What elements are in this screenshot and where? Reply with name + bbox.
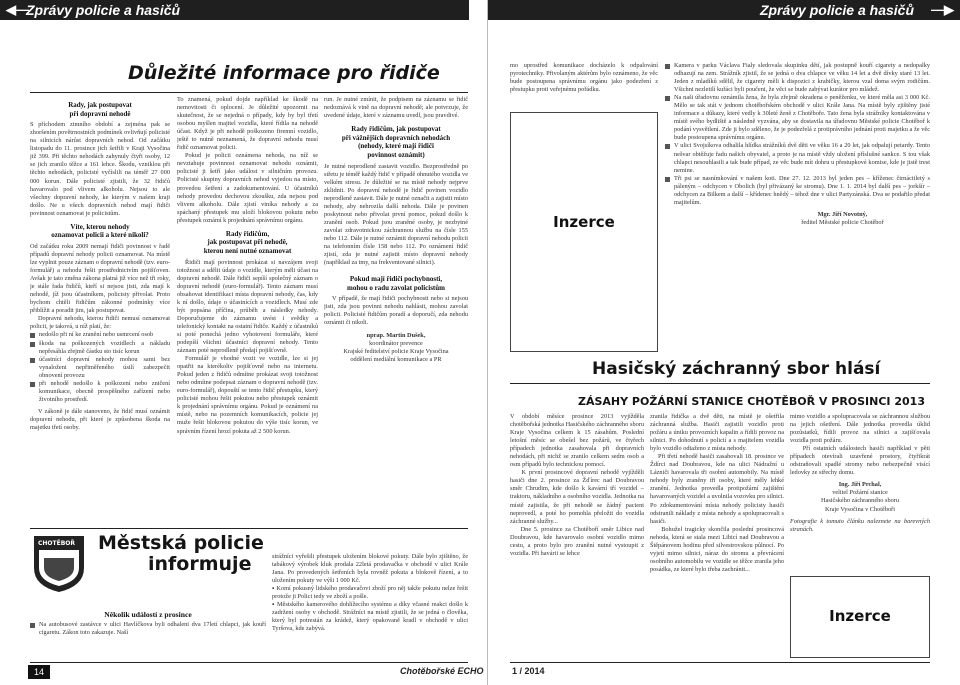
mp-title-line-2: informuje [148,553,252,575]
right-banner [487,0,960,20]
page-headline: Důležité informace pro řidiče [128,62,440,84]
mp-list [30,621,266,637]
list-item: nedošlo při ní ke zranění nebo usmrcení osob [30,331,170,339]
issue-number: 1 / 2014 [512,666,545,676]
left-banner-title: Zprávy policie a hasičů [26,2,181,18]
article-column-1 [30,96,170,524]
hasici-subtitle: ZÁSAHY POŽÁRNÍ STANICE CHOTĚBOŘ V PROSINCI 2013 [578,395,925,408]
paragraph: Dopravní nehodu, kterou řidiči nemusí oznamovat policii, je taková, u níž platí, že: [30,315,170,331]
bullet-list [665,62,930,207]
paper-name: Chotěbořské ECHO [400,666,484,676]
paragraph: Od začátku roku 2009 nemají řidiči povinnost v řadě případů dopravní nehody policii oznamovat. Na místě lze vyplnit pouze záznam o dopravní nehodě (tzv. euro-formulář) a nehodu řešit prostřednictvím pojišťoven. Avšak je tato změna zákona platná již více než tři roky, je stále řada řidičů, kteří si nejsou jisti, zda mají k nehodě, jíž jsou účastníkem, policisty přivolat. Proto bychom chtěli řidičům zákonné podmínky více přiblížit a poradit jim, jak postupovat. [30,242,170,315]
list-item: Na autobusové zastávce v ulici Havlíčkova byli odhaleni dva 17letí chlapci, jak kouří cigaretu. Zákon toto zakazuje. Naší [30,621,266,637]
right-banner-title: Zprávy policie a hasičů [759,2,914,18]
ad-label: Inzerce [829,607,891,625]
article-column-3 [324,96,468,524]
ad-placeholder [510,112,658,352]
logo-text: CHOTĚBOŘ [38,540,76,547]
right-column-2 [665,62,930,354]
paragraph: Je nutné neprodleně zastavit vozidlo. Bezprostředně po střetu je téměř každý řidič v případě ohnutého vozidla ve velkém stresu. Je důležité se na místě nehody nejprve zklidnit. Po dopravní nehodě je řidič povinen vozidlo neprodleně zastavit. Dále je nutné označit a zajistit místo nehody, aby nehrozila další nehoda. Dále je povinen poskytnout nebo přivolat první pomoc, pokud došlo k zranění osob. Pokud jsou zraněné osoby, je nezbytné zavolat zdravotnickou záchrannou službu na čísle 155 nebo 112. Dále je nutné oznámit dopravní nehodu policii na telefonním čísle 158 nebo 112. Po oznámení řidič zjistí, zda je nutné zajistit místo dopravní nehody (například za tmy, na frekventované silnici). [324,162,468,267]
ad-placeholder-2 [790,576,930,658]
section-heading: Víte, kterou nehody oznamovat policii a které nikoli? [51,222,149,240]
paragraph: Formulář je vhodné vozit ve vozidle, lze si jej opatřit na kterékoliv pojišťovně nebo na internetu. Pokud jeden z řidičů odmítne prokázat svoji totožnost nebo odmítne podepsat záznam o dopravní nehodě (tzv. euro-formulář), dopouští se tento řidič přestupku, který policisté mohou řešit pokutou nebo přestupek oznámit k projednání správnímu orgánu. Pokud je oznámení na místě, nebo na pozemních komunikacích, policie jej muže řešit blokovou pokutou do výše tisíc korun, ve správním řízení hrozí pokuta až 2 500 korun. [177,355,318,435]
paragraph: To znamená, pokud dojde například ke škodě na nemovitosti či oplocení. Je důležité upozornit na skutečnost, že se nejedná o případy, kdy by byl třetí osobou myšlen majitel vozidla, které řídila na nehodě účast. Když je při nehodě poškozeno firemní vozidlo, ještě to nutně neznamená, že dopravní nehodu musí řidič oznamovat policii. [177,96,318,152]
list-item: Tři psi se nasnímkování v našem koti. Dne 27. 12. 2013 byl jeden pes – kříženec čtrnáctiletý s páleným – odchycen v Obolich (byl přivázaný ke stromu). Dne 1. 1. 2014 byl další pes – jorkšír – odchycen za Bilkem a další – křídenec hnědý – téhož dne v ulici Partyzánská. Dva se podařilo předat majitelům. [665,175,930,207]
section-rule [30,528,468,529]
arrow-right-icon: —▶ [931,2,954,17]
list-item: při nehodě nedošlo k poškození nebo zničení komunikace, obecně prospěšného zařízení nebo životního prostředí. [30,380,170,404]
paragraph: Řidiči mají povinnost prokázat si navzájem svoji totožnost a sdělit údaje o vozidle, kterým měli účast na dopravní nehodě. Dále řidiči sepíší společný záznam o dopravní nehodě (euro-formulář). Tento záznam musí obsahovat identifikaci místa dopravní nehody, čas, kdy k ní došlo, údaje o účastnících a vozidlech. Musí zde být popsána příčina, průběh a následky nehody. Doporučujeme do záznamu uvést i svědky a telefonický kontakt na ostatní řidiče. Každý z účastníků si poté ponechá jedno vyhotovení formuláře, které podepíší všichni účastníci dopravní nehody. Tento záznam poté neprodleně předají pojišťovně. [177,258,318,355]
photo-note: Fotografie k tomuto článku naleznete na barevných stranách. [790,517,930,533]
hasici-column-3 [790,413,930,573]
paragraph: S příchodem zimního období a zejména pak se zhoršením povětrnostních podmínek ovlivňují policisté na silnicích nárůst dopravních nehod. Od začátku listopadu do 11. prosince jich šetřili v Kraji Vysočina již 399. Při těchto nehodách zahynuly čtyři osoby, 12 se jich zranilo těžce a 161 lehce. Škodu, vzniklou při těchto nehodách, policisté vyčíslili na téměř 27 000 000 korun. Dále policisté zjistili, že 32 řidičů havarovalo pod vlivem alkoholu. Nejsou to ale všechny dopravní nehody, ke kterým v našem kraji došlo. Ne u všech dopravních nehod mají řidiči povinnost oznamovat je policistům. [30,121,170,217]
hasici-title: Hasičský záchranný sbor hlásí [592,359,881,379]
paragraph: V zákoně je dále stanoveno, že řidič musí oznámit dopravní nehodu, při které je způsobena škoda na majetku třetí osoby. [30,407,170,431]
section-heading: Pokud mají řidiči pochybnosti, mohou o radu zavolat policistům [346,275,445,292]
arrow-left-icon: ◀— [6,2,29,17]
page-number: 14 [28,665,50,679]
right-column-1: mo uprostřed komunikace docházelo k odpalování pyrotechniky. Přivolaným aktérům bylo oznámeno, že věc bude postoupena správnímu orgánu jako podezření z přestupku proti veřejnému pořádku. [510,62,658,94]
section-heading: Rady řidičům, jak postupovat při vážnějších dopravních nehodách (nehody, které mají řidiči povinnost oznámit) [341,125,451,159]
author-role: ředitel Městské policie Chotěboř [801,218,884,226]
author-name: Mgr. Jiří Novotný, [817,210,868,218]
bullet-list [30,331,170,403]
list-item: Kamera v parku Václava Fialy sledovala skupinku dětí, jak postupně kouří cigarety a nedopalky odhazují na zem. Strážník zjistil, že se jedná o dva chlapce ve věku 14 let a dvě dívky staré 13 let. Jeden z mladíků sdělil, že cigarety měli k dispozici z krabičky, kterou vzal doma svým rodičům. Všichni nezletilí kuřáci byli poučeni, že věci se bude zabývat kurátor pro mládež. [665,62,930,94]
list-item: účastníci dopravní nehody mohou sami bez vynaloženi nepřiměřeného úsilí zabezpečit obnovení provozu [30,356,170,380]
hasici-column-1: V období měsíce prosince 2013 vyjížděla chotěbořská jednotka Hasičského záchranného sboru Kraje Vysočina celkem k 15 zásahům. Poslední letošní měsíc se obešel bez požárů, ve čtyřech případech jednotka zasahovala při dopravních nehodách, při nichž se zranilo celkem sedm osob a osm případů bylo technickou pomocí. K první prosincové dopravní nehodě vyjížděli hasiči dne 2. prosince za Žďírec nad Doubravou směr Chrudim, kde došlo k kavární tří vozidel – traktoru, nákladního a osobního vozidla. Jednotka na místě zajistila, že při nehodě se žádný pacient neprovedl, a poté ho pomohla přeložit do vozidla záchranné služby... Dne 5. prosince za Chotěboří směr Libice nad Doubravou, kde havarovalo osobní vozidlo mimo cestu, a proto bylo pro zranění nutné vystoupit z vozidla. Při havárii se lehce [510,413,644,557]
paragraph: mimo vozidlo a spolupracovala se záchrannou službou na jejich ošetření. Dále jednotka provedla úklid pozůstatků, řídili provoz na silnici a zajišťovala vozidla proti požáru. Pří ostatních událostech hasiči například v pěti případech otevírali uzavřené prostory, čtyřikrát odstraňovali spadlé stromy nebo nebezpečně visící ledovky ze střechy domu. [790,413,930,477]
mp-title-line-1: Městská policie [98,532,264,554]
gutter [487,0,488,685]
mp-subheading: Několik událostí z prosince [104,611,192,619]
mp-column-1 [30,611,266,661]
author-role: koordinátor prevence Krajské ředitelství policie Kraje Vysočina oddělení mediální komunikace a PR [343,339,449,363]
author-name: nprap. Martin Dušek, [366,331,426,339]
ad-label: Inzerce [553,213,615,231]
headline-rule [30,92,468,93]
section-heading: Rady, jak postupovat při dopravní nehodě [68,101,132,118]
author-role: velitel Požární stanice Hasičského záchranného sboru Kraje Vysočina v Chotěboři [821,489,899,513]
paragraph: V případě, že mají řidiči pochybnosti nebo si nejsou jisti, zda jsou povinni nehodu nahlásit, mohou zavolat policii. Policisté řidičům poradí a doporučí, zda nehodu oznámit či nikoli. [324,295,468,327]
police-badge-logo [30,532,88,594]
list-item: V ulici Svojsíkova odhalila hlídka strážníků dvě děti ve věku 16 a 20 let, jak odpalují petardy. Tento nešvar obtěžuje řadu našich obyvatel, a proto je na místě vždy uložení příslušné sankce. S tou však chlapci nesouhlasili a tak bude případ, ze věc bude mít dohru u přestupkové komise, kde je jistě trest nemine. [665,142,930,174]
left-banner [0,0,469,20]
mp-title [98,533,264,575]
paragraph: Pokud je policii oznámena nehoda, na níž se nevztahuje povinnost oznamovat nehodu oznámit, policisté ji šetří jako událost v silničním provozu. Policisté skupiny dopravních nehod vyjedou na místo, provedou šetření a zadokumentování. U účastníků nehody provedou dechovou zkoušku, zda nejsou pod vlivem alkoholu. Dále zjistí viníka nehody a za spáchaný přestupek mu uloží blokovou pokutu nebo přestupek oznámí k projednání správnímu orgánu. [177,152,318,224]
hasici-rule [510,383,930,384]
list-item: škoda na poškozených vozidlech a nákladu nepřesáhla zřejmě částku sto tisíc korun [30,340,170,356]
paragraph: run. Je nutné zmínit, že podpisem na záznamu se řidič nedoznává k vině na dopravní nehodě; ale potvrzuje, že uvedené údaje, které v záznamu uvedl, jsou pravdivé. [324,96,468,120]
footer-rule [30,662,468,663]
footer-rule-right [510,662,930,663]
list-item: Na naši úřadovnu oznámila žena, že byla zřejmě okradena o peněženku, ve které měla asi 3 000 Kč. Mělo se tak stát v jednom chotěbořském obchodě v ulici Krále Jana. Na místě byly zjištěny jisté informace a důkazy, které vedly k 30leté ženě z Chotěboře. Tato žena byla strážníky kontaktována v místě svého bydliště a následně vyzvána, aby se dostavila na úřadovnu Městské policie Chotěboř k podání vysvětlení. Zde ji bylo sděleno, že je podezřelá z protiprávního jednání proti majetku a že věc bude postoupena správnímu orgánu. [665,94,930,142]
mp-column-2: strážníci vyřešili přestupek uložením blokové pokuty. Dále bylo zjištěno, že tabákový výrobek kluk prodala 22letá prodavačka v obchodě v ulici Krále Jana. Po provedených šetřeních byla rovněž pokuta a blokově řízení, a to uložením pokuty ve výši 1 000 Kč. ▪ Komí pokusný lidského prodavačovi zboží pro něj takže pokutu nelze řešit protože ji Polici tedy ve zboží a pošle. ▪ Městského kamerového dohlížecího systému a díky včasné reakci došlo k zadržení osoby v obchodě. Strážníci na místě zjistili, že se jedná o člověka, který byl potrestán za krádež, který opakovaně kradl v obchodě v ulici Tyršova, kde zabývá. [272,553,468,633]
section-heading: Rady řidičům, jak postupovat při nehodě, kterou není nutné oznamovat [203,229,292,255]
article-column-2 [177,96,318,524]
author-name: Ing. Jiří Prchal, [838,481,882,489]
hasici-column-2: zranila řidička a dvě děti, na místě je ošetřila záchranná služba. Hasiči zajistili vozidlo proti požáru a úniku provozních kapalin a řídili provoz na silnici. Po dohodnutí s policií a s majitelem vozidla bylo vozidlo odtaženo z místa nehody. Při třetí nehodě hasiči zasahovali 18. prosince ve Ždírci nad Doubravou, kde na ulici Nádražní u Lázniči havarovala tři osobní automobily. Na místě nehody byly zraněny tři osoby, které měly lehké zranění. Jednotka provedla protipožární zajištění havarovaných vozidel a uvolnila vozovku pro silnici. Po zdokumentování místa nehody policisty hasiči odstranili náklady z místa nehody a spolupracovali s hasiči. Bohužel tragicky skončila poslední prosincová nehoda, která se stala mezi Libicí nad Doubravou a Štěpánovem hodinu před silvestrovskou půlnocí. Po vyjetí mimo silnici, náraz do stromu a převrácení osobního automobilu ve vozidle se těžce zranila jeho posádka, ze které bylo třeba zachránit... [650,413,784,573]
